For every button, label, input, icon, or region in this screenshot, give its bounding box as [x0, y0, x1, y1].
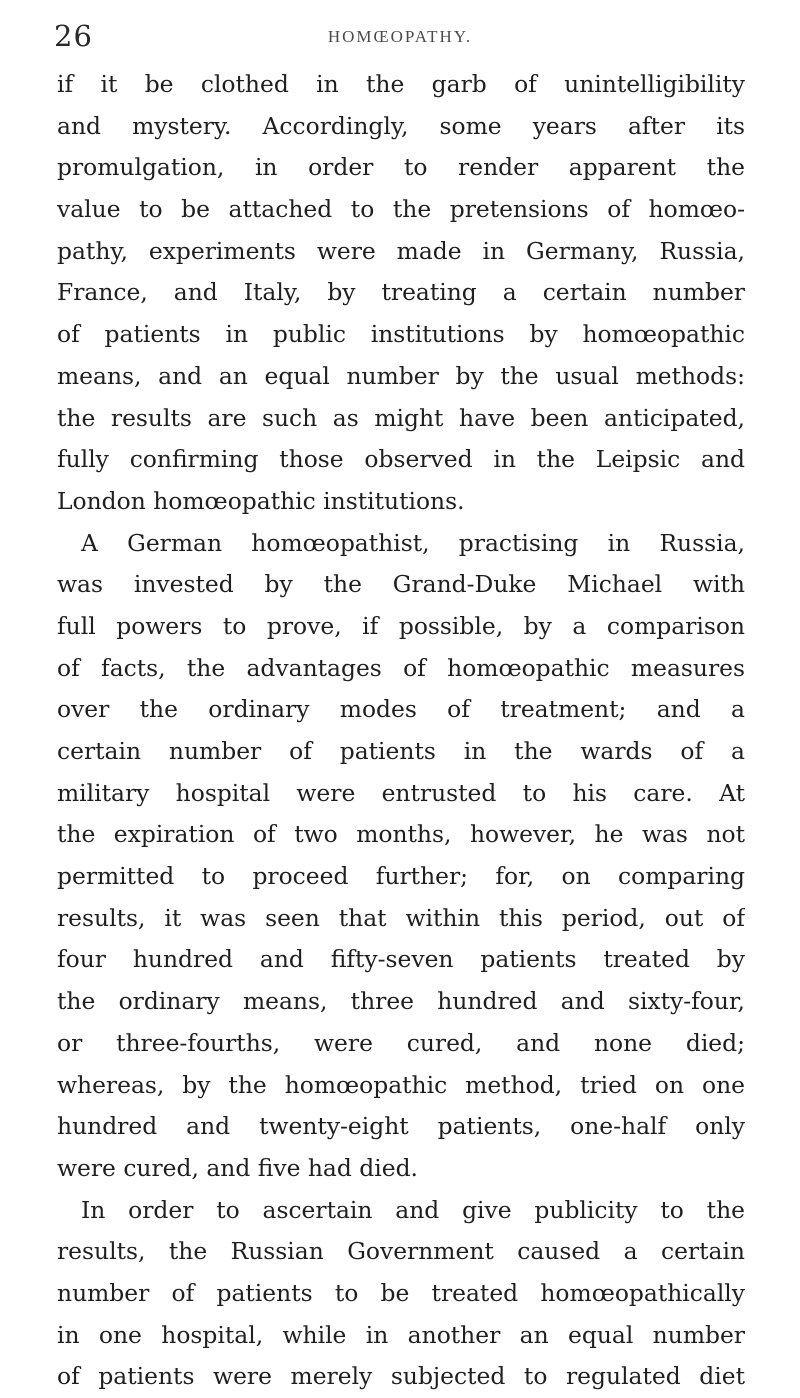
- text-line: and mystery. Accordingly, some years after its: [57, 111, 745, 140]
- page-header: [50, 16, 750, 56]
- text-line: of patients were merely subjected to regulated diet: [57, 1362, 745, 1391]
- text-line: military hospital were entrusted to his care. At: [57, 778, 745, 807]
- text-line: value to be attached to the pretensions of homœo-: [57, 195, 745, 224]
- text-line: means, and an equal number by the usual methods:: [57, 361, 745, 390]
- text-line: were cured, and five had died.: [57, 1153, 418, 1182]
- running-head: HOMŒOPATHY.: [327, 27, 473, 46]
- text-line: pathy, experiments were made in Germany, Russia,: [57, 236, 745, 265]
- text-line: if it be clothed in the garb of unintelligibility: [57, 70, 745, 98]
- text-line: in one hospital, while in another an equal number: [57, 1320, 745, 1349]
- text-line: number of patients to be treated homœopathically: [57, 1278, 745, 1307]
- text-line: In order to ascertain and give publicity to the: [81, 1195, 745, 1224]
- text-line: or three-fourths, were cured, and none died;: [57, 1028, 745, 1057]
- text-line: four hundred and fifty-seven patients treated by: [57, 945, 745, 974]
- text-line: was invested by the Grand-Duke Michael with: [57, 570, 745, 599]
- text-line: results, the Russian Government caused a certain: [57, 1237, 745, 1266]
- text-line: hundred and twenty-eight patients, one-half only: [57, 1112, 745, 1141]
- text-line: the results are such as might have been anticipated,: [57, 403, 745, 432]
- text-line: A German homœopathist, practising in Russia,: [81, 528, 745, 557]
- text-line: whereas, by the homœopathic method, tried on one: [57, 1070, 745, 1099]
- text-line: permitted to proceed further; for, on comparing: [57, 862, 745, 891]
- text-line: the ordinary means, three hundred and sixty-four,: [57, 987, 745, 1016]
- text-line: promulgation, in order to render apparent the: [57, 153, 745, 182]
- text-line: certain number of patients in the wards of a: [57, 737, 745, 765]
- page-number: 26: [54, 19, 93, 53]
- text-line: France, and Italy, by treating a certain number: [57, 278, 745, 307]
- text-line: the expiration of two months, however, he was not: [57, 820, 745, 849]
- text-line: fully confirming those observed in the Leipsic and: [57, 445, 745, 474]
- text-line: of patients in public institutions by homœopathic: [57, 320, 745, 349]
- text-line: results, it was seen that within this period, out of: [57, 903, 745, 932]
- text-line: London homœopathic institutions.: [57, 486, 465, 515]
- body-text: [57, 64, 745, 1398]
- text-line: full powers to prove, if possible, by a comparison: [57, 611, 745, 640]
- text-line: over the ordinary modes of treatment; and a: [57, 695, 745, 724]
- text-line: of facts, the advantages of homœopathic measures: [57, 653, 745, 682]
